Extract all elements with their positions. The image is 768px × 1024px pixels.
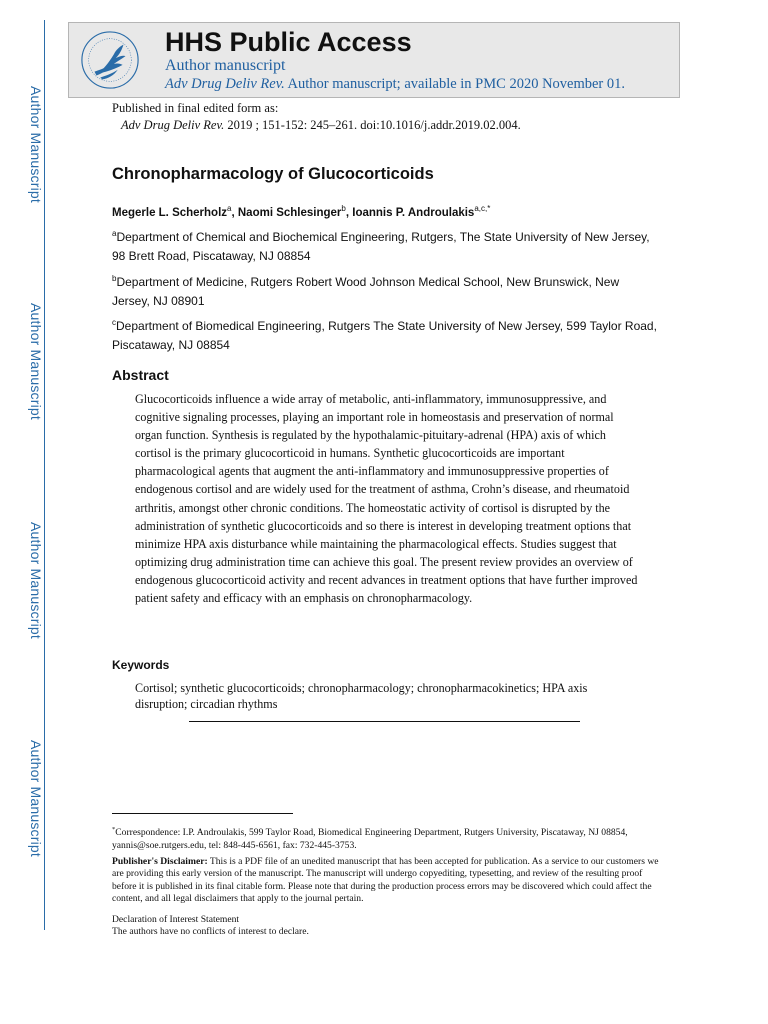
- author-list: [112, 204, 490, 219]
- side-label-author-manuscript: Author Manuscript: [28, 740, 44, 858]
- affiliation-b: [112, 269, 657, 311]
- author-sup: a,c,*: [474, 204, 491, 213]
- margin-rule: [44, 20, 45, 930]
- availability-text: Author manuscript; available in PMC 2020 November 01.: [284, 76, 626, 92]
- affiliation-c: [112, 313, 657, 355]
- abstract-heading: Abstract: [112, 367, 169, 383]
- side-label-author-manuscript: Author Manuscript: [28, 86, 44, 204]
- author-name: Naomi Schlesinger: [237, 206, 342, 219]
- affiliation-sup: a: [112, 229, 117, 238]
- hhs-header-box: [68, 22, 680, 98]
- keywords-body: Cortisol; synthetic glucocorticoids; chronopharmacology; chronopharmacokinetics; HPA axis disruption; circadian rhythms: [135, 681, 588, 711]
- affiliation-text: Department of Medicine, Rutgers Robert Wood Johnson Medical School, New Brunswick, New Jersey, NJ 08901: [112, 275, 620, 308]
- author-name: Megerle L. Scherholz: [112, 206, 228, 219]
- affiliation-sup: c: [112, 318, 116, 327]
- affiliation-text: Department of Biomedical Engineering, Rutgers The State University of New Jersey, 599 Taylor Road, Piscataway, NJ 08854: [112, 319, 657, 352]
- correspondence-note: [112, 824, 660, 852]
- hhs-title: HHS Public Access: [165, 27, 412, 57]
- citation-details: 2019 ; 151-152: 245–261. doi:10.1016/j.addr.2019.02.004.: [224, 118, 521, 132]
- interest-heading: Declaration of Interest Statement: [112, 913, 240, 925]
- published-label: Published in final edited form as:: [112, 101, 279, 115]
- side-label-author-manuscript: Author Manuscript: [28, 522, 44, 640]
- affiliation-text: Department of Chemical and Biochemical Engineering, Rutgers, The State University of New Jersey, 98 Brett Road, Piscataway, NJ 08854: [112, 230, 650, 263]
- author-sup: b: [341, 204, 346, 213]
- journal-name: Adv Drug Deliv Rev.: [165, 76, 285, 92]
- disclaimer-label: Publisher's Disclaimer:: [112, 856, 208, 867]
- keywords-heading: Keywords: [112, 658, 170, 672]
- affiliation-sup: b: [112, 274, 117, 283]
- author-separator: ,: [345, 206, 353, 219]
- footnote-divider: [112, 813, 293, 814]
- citation-journal: Adv Drug Deliv Rev.: [121, 118, 225, 132]
- publisher-disclaimer: [112, 856, 660, 906]
- footnote-marker: *: [112, 826, 116, 833]
- article-title: Chronopharmacology of Glucocorticoids: [112, 165, 434, 183]
- correspondence-text: Correspondence: I.P. Androulakis, 599 Taylor Road, Biomedical Engineering Department, Rutgers University, Piscataway, NJ 08854, yannis@soe.rutgers.edu, tel: 848-445-6561, fax: 732-445-3753.: [112, 827, 628, 851]
- citation: [112, 117, 521, 134]
- section-divider: [189, 721, 580, 722]
- interest-text: The authors have no conflicts of interest to declare.: [112, 926, 309, 938]
- footnotes: [112, 824, 660, 938]
- hhs-subtitle: Author manuscript: [165, 57, 286, 74]
- hhs-journal-line: [165, 76, 625, 93]
- affiliation-a: [112, 224, 657, 266]
- author-sup: a: [227, 204, 232, 213]
- abstract-body: Glucocorticoids influence a wide array of metabolic, anti-inflammatory, immunosuppressive, and cognitive signaling processes, playing an important role in homeostasis and preservation of normal organ function. Synthesis is regulated by the hypothalamic-pituitary-adrenal (HPA) axis of which cortisol is the primary glucocorticoid in humans. Synthetic glucocorticoids are important pharmacological agents that augment the anti-inflammatory and immunosuppressive properties of endogenous cortisol and are widely used for the treatment of asthma, Crohn’s disease, and rheumatoid arthritis, amongst other chronic conditions. The homeostatic activity of cortisol is disrupted by the administration of synthetic glucocorticoids and so there is interest in developing treatment options that minimize HPA axis disturbance while maintaining the pharmacological effects. Studies suggest that optimizing drug administration time can achieve this goal. The present review provides an overview of endogenous glucocorticoid activity and recent advances in treatment options that have further improved patient safety and efficacy with an emphasis on chronopharmacology.: [135, 392, 638, 606]
- side-label-author-manuscript: Author Manuscript: [28, 303, 44, 421]
- published-notice: [112, 100, 521, 134]
- hhs-eagle-seal-icon: [79, 29, 141, 91]
- author-separator: ,: [231, 206, 238, 219]
- author-name: Ioannis P. Androulakis: [352, 206, 475, 219]
- disclaimer-text: This is a PDF file of an unedited manuscript that has been accepted for publication. As a service to our customers we are providing this early version of the manuscript. The manuscript will undergo copyediting, typesetting, and review of the resulting proof before it is published in its final citable form. Please note that during the production process errors may be discovered which could affect the content, and all legal disclaimers that apply to the journal pertain.: [112, 856, 659, 905]
